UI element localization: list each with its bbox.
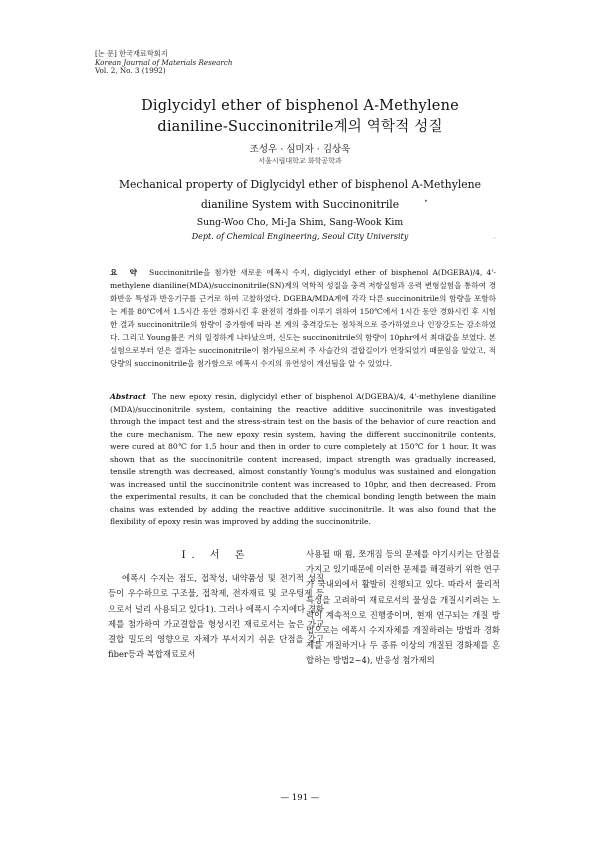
affiliation-english: Dept. of Chemical Engineering, Seoul City University <box>191 232 409 241</box>
authors-english: Sung-Woo Cho, Mi-Ja Shim, Sang-Wook Kim <box>196 217 404 228</box>
abstract-english-label: Abstract <box>110 392 147 401</box>
abstract-korean <box>110 266 496 370</box>
paper-title-english-line1: Mechanical property of Diglycidyl ether of bisphenol A-Methylene <box>118 178 482 191</box>
paper-title-english-line2: dianiline System with Succinonitrile <box>200 198 400 211</box>
section-heading-introduction: I. 서 론 <box>181 550 251 561</box>
page-number: — 191 — <box>280 793 320 803</box>
journal-volume: Vol. 2, No. 3 (1992) <box>95 66 166 76</box>
journal-line-english: Korean Journal of Materials Research <box>95 57 233 67</box>
affiliation-korean: 서울시립대학교 화학공학과 <box>258 157 342 165</box>
abstract-english <box>110 391 496 529</box>
introduction-paragraph-right: 사용될 때 휨, 쪼개짐 등의 문제를 야기시키는 단점을 가지고 있기때문에 이러한 문제를 해결하기 위한 연구가 국내외에서 활발히 진행되고 있다. 따라서 물리적 특성을 고려하여 재료로서의 물성을 개질시키려는 노력이 계속적으로 진행중이며, 현재 연구되는 개질 방법으로는 에폭시 수지자체를 개질하려는 방법과 경화제를 개질하거나 두 종류 이상의 개질된 경화제를 혼합하는 방법2~4), 반응성 첨가제의 <box>306 549 500 666</box>
authors-korean: 조성우 · 심미자 · 김상욱 <box>249 144 351 155</box>
paper-title-korean-line2: dianiline-Succinonitrile계의 역학적 성질 <box>157 119 443 135</box>
paper-title-korean <box>0 96 600 138</box>
abstract-korean-text: Succinonitrile을 첨가한 새로운 에폭시 수지, diglycidyl ether of bisphenol A(DGEBA)/4, 4'-methylene dianiline(MDA)/succinonitrile(SN)계의 역학적 성질을 충격 저항실험과 응력 변형실험을 통하여 경화반응 특성과 반응기구를 근거로 하여 고찰하였다. DGEBA/MDA계에 각각 다른 succinonitrile의 함량을 포함하는 계를 80℃에서 1.5시간 동안 경화시킨 후 완전히 경화를 이루기 위하여 150℃에서 1시간 동안 경화시킨 후 시험한 결과 succinonitrile의 함량이 증가함에 따라 본 계의 충격강도는 점차적으로 증가하였으나 인장강도는 감소하였다. 그리고 Young률은 거의 일정하게 나타났으며, 신도는 succinonitrile의 함량이 10phr에서 최대값을 보였다. 본 실험으로부터 얻은 결과는 succinonitrile이 첨가됨으로써 주 사슬간의 결합길이가 연장되었기 때문임을 알았고, 적당량의 succinonitrile을 첨가함으로 에폭시 수지의 유연성이 개선됨을 알 수 있었다. <box>110 268 496 368</box>
introduction-paragraph-left: 에폭시 수지는 점도, 접착성, 내약품성 및 전기적 성질 등이 우수하므로 구조물, 접착제, 전자재료 및 코우팅제 등으로서 널리 사용되고 있다1). 그러나 에폭시 수지에다 경화제를 첨가하여 가교결합을 형성시킨 재료로서는 높은 가교결합 밀도의 영향으로 자체가 부서지기 쉬운 단점을 갖고 fiber등과 복합재료로서 <box>108 573 324 660</box>
body-column-right <box>306 547 500 669</box>
scan-dot-mark-2: ◦ <box>493 236 496 242</box>
body-column-left <box>108 548 324 662</box>
paper-title-english <box>0 175 600 215</box>
paper-title-korean-line1: Diglycidyl ether of bisphenol A-Methylene <box>141 98 459 114</box>
scan-dot-mark: ▸ <box>425 198 428 204</box>
abstract-english-text: The new epoxy resin, diglycidyl ether of bisphenol A(DGEBA)/4, 4'-methylene dianiline (MDA)/succinonitrile system, containing the reactive additive succinonitrile was investigated through the impact test and the stress-strain test on the basis of the behavior of cure reaction and the cure mechanism. The new epoxy resin system, having the different succinonitrile contents, were cured at 80℃ for 1.5 hour and then in order to cure completely at 150℃ for 1 hour. It was shown that as the succinonitrile content increased, impact strength was gradually increased, tensile strength was decreased, almost constantly Young's modulus was sustained and elongation was increased until the succinonitrile content was increased to 10phr, and then decreased. From the experimental results, it can be concluded that the chemical bonding length between the main chains was extended by adding the reactive additive succinonitrile. It was also found that the flexibility of epoxy resin was improved by adding the succinonitrile. <box>110 392 496 526</box>
abstract-korean-label: 요 약 <box>110 268 141 277</box>
journal-line-korean: [논 문] 한국재료학회지 <box>95 49 168 58</box>
journal-header <box>95 50 233 76</box>
